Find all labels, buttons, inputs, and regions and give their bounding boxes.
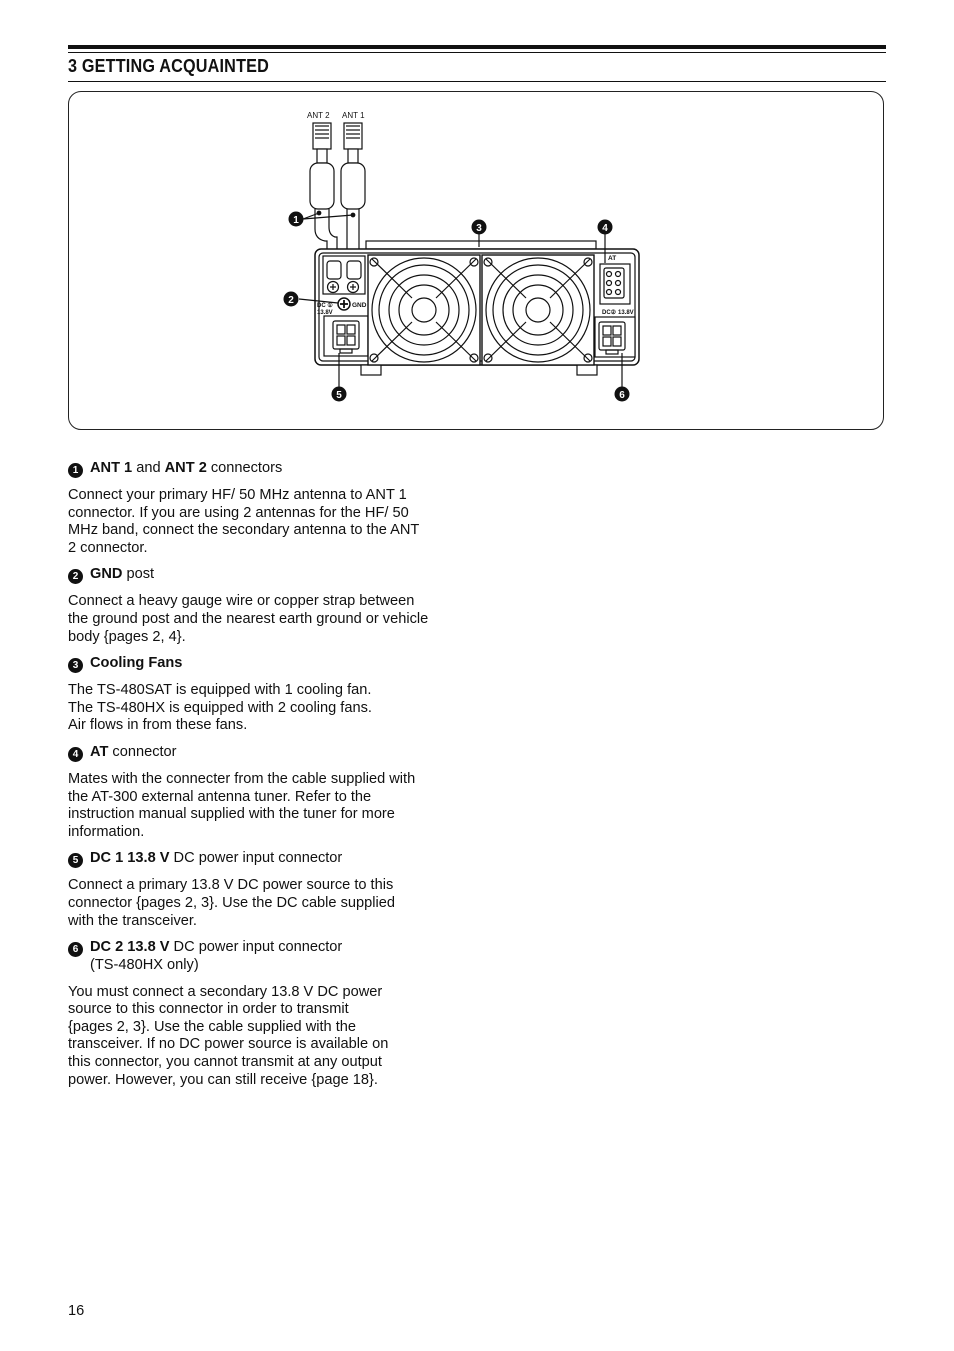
item-1-heading bbox=[68, 460, 460, 478]
item-6-body: You must connect a secondary 13.8 V DC power source to this connector in order to transmit {pages 2, 3}. Use the cable supplied with the transceiver. If no DC power source is available on this connector, you cannot transmit at any output power. However, you can still receive {page 18}. bbox=[68, 983, 389, 1088]
dc2-label: DC② bbox=[602, 310, 617, 316]
item-5-number: 5 bbox=[68, 853, 83, 868]
callout-1-label: 1 bbox=[293, 215, 299, 226]
item-6-rest: DC power input connector bbox=[169, 939, 343, 956]
dc2-voltage-label: 13.8V bbox=[618, 310, 634, 316]
item-2-title: GND bbox=[90, 566, 123, 583]
item-5-title: DC 1 13.8 V bbox=[90, 850, 170, 867]
item-1-and: and bbox=[132, 460, 165, 476]
item-1-rest: connectors bbox=[206, 460, 283, 476]
item-1-number: 1 bbox=[68, 463, 83, 478]
item-2-body: Connect a heavy gauge wire or copper strap between the ground post and the nearest earth ground or vehicle body {pages 2, 4}. bbox=[68, 593, 429, 645]
cooling-fan-right bbox=[482, 255, 594, 365]
item-1-title-a: ANT 1 bbox=[90, 460, 133, 476]
ant2-label: ANT 2 bbox=[307, 111, 330, 120]
cooling-fan-left bbox=[368, 255, 480, 365]
item-3-number: 3 bbox=[68, 658, 83, 673]
item-6-title: DC 2 13.8 V bbox=[90, 939, 170, 956]
callout-4-label: 4 bbox=[602, 223, 608, 234]
item-3-heading bbox=[68, 655, 460, 673]
item-4-body: Mates with the connecter from the cable supplied with the AT-300 external antenna tuner. Refer to the instruction manual supplied with the tuner for more information. bbox=[68, 770, 416, 840]
header-rule-thick bbox=[68, 45, 886, 49]
section-title: 3 GETTING ACQUAINTED bbox=[68, 56, 270, 76]
header-rule-thin bbox=[68, 52, 886, 53]
dc1-label: DC ① bbox=[317, 303, 333, 309]
callout-2-label: 2 bbox=[288, 295, 294, 306]
ant2-cable bbox=[310, 123, 337, 263]
item-6-heading bbox=[68, 939, 460, 975]
header-underline bbox=[68, 81, 886, 82]
callout-3-label: 3 bbox=[476, 223, 482, 234]
item-3-body: The TS-480SAT is equipped with 1 cooling fan. The TS-480HX is equipped with 2 cooling fans. Air flows in from these fans. bbox=[68, 682, 372, 734]
item-6-subtitle: (TS-480HX only) bbox=[90, 957, 199, 974]
item-6-number: 6 bbox=[68, 942, 83, 957]
item-5-body: Connect a primary 13.8 V DC power source to this connector {pages 2, 3}. Use the DC cable supplied with the transceiver. bbox=[68, 877, 395, 929]
dc1-voltage-label: 13.8V bbox=[317, 310, 333, 316]
item-1-title-b: ANT 2 bbox=[164, 460, 207, 476]
item-5-heading bbox=[68, 850, 460, 868]
item-2-rest: post bbox=[122, 566, 155, 583]
rear-panel-illustration bbox=[69, 92, 885, 431]
ant1-cable bbox=[341, 123, 365, 263]
gnd-label: GND bbox=[352, 302, 367, 309]
item-2-heading bbox=[68, 566, 460, 584]
antenna-sockets bbox=[323, 256, 365, 294]
item-4-title: AT bbox=[90, 743, 109, 760]
item-4-rest: connector bbox=[108, 743, 177, 760]
item-1-body: Connect your primary HF/ 50 MHz antenna to ANT 1 connector. If you are using 2 antennas for the HF/ 50 MHz band, connect the secondary antenna to the ANT 2 connector. bbox=[68, 487, 420, 556]
item-4-heading bbox=[68, 744, 460, 762]
callout-6-label: 6 bbox=[619, 390, 625, 401]
item-3-title: Cooling Fans bbox=[90, 655, 183, 672]
callout-5-label: 5 bbox=[336, 390, 342, 401]
item-2-number: 2 bbox=[68, 569, 83, 584]
page-number: 16 bbox=[68, 1303, 85, 1319]
item-4-number: 4 bbox=[68, 747, 83, 762]
at-label: AT bbox=[608, 255, 617, 262]
description-list bbox=[68, 460, 460, 1098]
rear-panel-figure bbox=[68, 91, 884, 430]
dc1-connector bbox=[324, 316, 368, 356]
ant1-label: ANT 1 bbox=[342, 111, 365, 120]
item-5-rest: DC power input connector bbox=[169, 850, 343, 867]
